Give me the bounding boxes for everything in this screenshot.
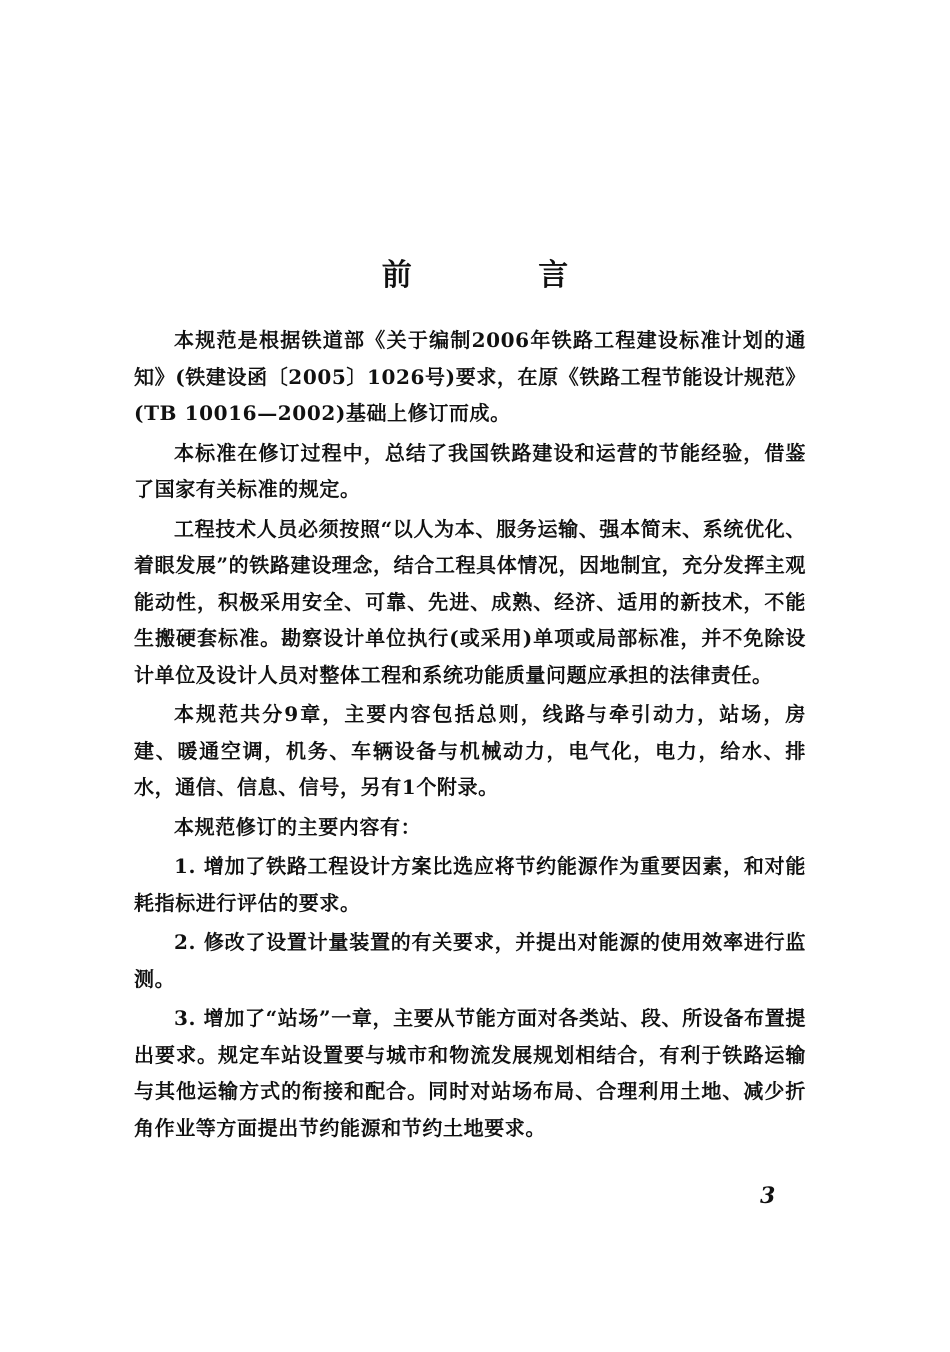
page-number: 3 bbox=[760, 1183, 776, 1209]
page-title: 前 言 bbox=[381, 258, 627, 293]
paragraph-experience: 本标准在修订过程中，总结了我国铁路建设和运营的节能经验，借鉴了国家有关标准的规定。 bbox=[134, 440, 806, 501]
paragraph-revision-intro: 本规范修订的主要内容有： bbox=[174, 814, 422, 839]
paragraph-principles: 工程技术人员必须按照“以人为本、服务运输、强本简末、系统优化、着眼发展”的铁路建设理念，结合工程具体情况，因地制宜，充分发挥主观能动性，积极采用安全、可靠、先进、成熟、经济、适用的新技术，不能生搬硬套标准。勘察设计单位执行(或采用)单项或局部标准，并不免除设计单位及设计人员对整体工程和系统功能质量问题应承担的法律责任。 bbox=[134, 516, 806, 687]
list-item-1: 1. 增加了铁路工程设计方案比选应将节约能源作为重要因素，和对能耗指标进行评估的要求。 bbox=[134, 854, 806, 915]
list-item-3: 3. 增加了“站场”一章，主要从节能方面对各类站、段、所设备布置提出要求。规定车站设置要与城市和物流发展规划相结合，有利于铁路运输与其他运输方式的衔接和配合。同时对站场布局、合理利用土地、减少折角作业等方面提出节约能源和节约土地要求。 bbox=[134, 1006, 806, 1140]
list-item-2: 2. 修改了设置计量装置的有关要求，并提出对能源的使用效率进行监测。 bbox=[134, 930, 806, 991]
paragraph-chapters: 本规范共分9章，主要内容包括总则，线路与牵引动力，站场，房建、暖通空调，机务、车辆设备与机械动力，电气化，电力，给水、排水，通信、信息、信号，另有1个附录。 bbox=[134, 702, 806, 799]
paragraph-basis: 本规范是根据铁道部《关于编制2006年铁路工程建设标准计划的通知》(铁建设函〔2005〕1026号)要求，在原《铁路工程节能设计规范》(TB 10016—2002)基础上修订而成。 bbox=[134, 328, 806, 425]
body-text bbox=[134, 322, 806, 1149]
